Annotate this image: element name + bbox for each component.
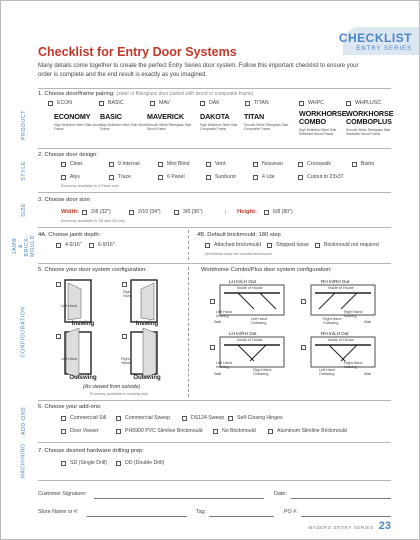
section-label-size: SIZE — [20, 202, 27, 217]
option-label: 2/8 (32") — [91, 209, 111, 215]
option-label: PH5900 PVC Slimline Brickmould — [125, 428, 203, 434]
diagram-right-label: Left Hand Outswing — [319, 368, 335, 376]
divider — [188, 230, 189, 260]
model-desc: High Definition Steel Slab Rabbeted Wood Frame — [299, 128, 337, 137]
date-field[interactable] — [291, 498, 391, 499]
option-label: 6 Panel — [167, 174, 185, 180]
question-5: 5. Choose your door system configuration: — [38, 267, 147, 273]
checkbox-whpc[interactable] — [299, 101, 304, 106]
option-label: 4-9/16" — [65, 242, 82, 248]
option-label: DAK — [209, 100, 220, 106]
diagram-right-label: Left Hand Outswing — [251, 317, 267, 325]
jamb-note: Workhorse does not include brickmould — [205, 252, 272, 256]
option-label: Nouveau — [262, 161, 283, 167]
page-title: Checklist for Entry Door Systems — [38, 45, 237, 59]
checkbox-double-drill[interactable] — [116, 461, 121, 466]
model-desc: High Definition Steel Slab Wood Frame — [100, 123, 147, 132]
option-label: Alys — [70, 174, 80, 180]
option-label: Brickmould not required — [324, 242, 379, 248]
checkbox-clear[interactable] — [61, 162, 66, 167]
option-label: Aluminum Slimline Brickmould — [277, 428, 347, 434]
checkbox-shipped-loose[interactable] — [267, 243, 272, 248]
option-label: Vent — [215, 161, 226, 167]
door-inswing-left-diagram — [65, 280, 105, 324]
question-2: 2. Choose door design: — [38, 152, 98, 158]
checkbox-titan[interactable] — [245, 101, 250, 106]
tag-field[interactable] — [209, 516, 274, 517]
checkbox-vent[interactable] — [206, 162, 211, 167]
option-label: TITAN — [254, 100, 269, 106]
store-label: Store Name or #: — [38, 509, 79, 515]
outswing-caption: Outswing — [133, 375, 161, 381]
checkbox-dak[interactable] — [200, 101, 205, 106]
question-1: 1. Choose door/frame pairing: (steel or fiberglass door paired with wood or composite frame) — [38, 91, 254, 97]
checkbox-nouveau[interactable] — [253, 162, 258, 167]
checkbox-ds124-sweep[interactable] — [182, 416, 187, 421]
viewed-note: (As viewed from outside) — [83, 384, 141, 390]
checkbox-alys[interactable] — [61, 175, 66, 180]
checkbox-self-closing-hinges[interactable] — [228, 416, 233, 421]
store-field[interactable] — [87, 516, 187, 517]
height-label: Height: — [237, 209, 257, 215]
left-hand-label: Left Hand — [61, 357, 77, 361]
option-label: Shipped loose — [276, 242, 309, 248]
option-label: BASIC — [108, 100, 124, 106]
checkbox-4-lite[interactable] — [253, 175, 258, 180]
option-label: ECON — [57, 100, 72, 106]
option-label: WHPLUSC — [355, 100, 381, 106]
option-label: 9 Internal — [118, 161, 140, 167]
checkbox-basic[interactable] — [99, 101, 104, 106]
model-name: DAKOTA — [200, 112, 230, 121]
diagram-left-label: Left Hand Inswing — [216, 310, 232, 318]
divider — [38, 442, 391, 443]
footer — [309, 520, 392, 532]
divider — [38, 88, 391, 89]
checkbox-sunburst[interactable] — [206, 175, 211, 180]
diagram-title: LH In/RH Out — [229, 331, 257, 336]
checkbox-inswing-left[interactable] — [56, 282, 61, 287]
checkbox-height-6-8[interactable] — [264, 210, 269, 215]
option-label: Commercial Sweep — [125, 415, 170, 421]
divider — [38, 227, 391, 228]
po-field[interactable] — [301, 516, 391, 517]
section-label-machining: MACHINING — [21, 443, 28, 479]
section-label-configuration: CONFIGURATION — [21, 305, 28, 358]
outswing-caption: Outswing — [69, 375, 97, 381]
option-label: DS124 Sweep — [191, 415, 225, 421]
checkbox-attached-brickmould[interactable] — [205, 243, 210, 248]
checkbox-width-2-8[interactable] — [82, 210, 87, 215]
diagram-left-label: Right Hand Inswing — [344, 310, 363, 318]
economy-note: Economy available in Inswing only — [90, 392, 148, 396]
width-label: Width: — [61, 209, 79, 215]
po-label: PO #: — [284, 509, 298, 515]
checkbox-single-drill[interactable] — [61, 461, 66, 466]
checkbox-outswing-right[interactable] — [122, 334, 127, 339]
option-label: Mini Blind — [167, 161, 190, 167]
checkbox-width-3-0[interactable] — [174, 210, 179, 215]
option-label: WHPC — [308, 100, 324, 106]
checkbox-brickmould-not-required[interactable] — [315, 243, 320, 248]
section-label-product: PRODUCT — [21, 109, 27, 141]
wall-label: Wall — [364, 320, 372, 324]
option-label: 6-9/16" — [98, 242, 115, 248]
checkbox-rh-in-rh-out[interactable] — [301, 299, 306, 304]
option-label: Bistro — [361, 161, 375, 167]
option-label: 2/10 (34") — [138, 209, 161, 215]
checkbox-inswing-right[interactable] — [122, 282, 127, 287]
customer-signature-label: Customer Signature: — [38, 491, 87, 497]
checkbox-rh-in-lh-out[interactable] — [301, 345, 306, 350]
divider — [188, 267, 189, 397]
divider — [38, 148, 391, 149]
checkbox-whplusc[interactable] — [346, 101, 351, 106]
divider — [38, 192, 391, 193]
option-label: Clear — [70, 161, 83, 167]
question-4a: 4A. Choose jamb depth: — [38, 232, 101, 238]
option-label: Attached brickmould — [214, 242, 261, 248]
diagram-right-label: Right Hand Outswing — [323, 317, 342, 325]
checkbox-ph5900-brickmould[interactable] — [116, 429, 121, 434]
wall-label: Wall — [364, 372, 372, 376]
wall-label: Wall — [214, 372, 222, 376]
option-label: Door Viewer — [70, 428, 99, 434]
right-hand-label: Right Hand — [123, 290, 132, 298]
checkbox-trace[interactable] — [109, 175, 114, 180]
customer-signature-field[interactable] — [94, 498, 264, 499]
question-6: 6. Choose your add-ons: — [38, 404, 102, 410]
separator: | — [225, 209, 227, 215]
checkbox-aluminum-brickmould[interactable] — [268, 429, 273, 434]
checkbox-econ[interactable] — [48, 101, 53, 106]
option-label: Crosswalk — [307, 161, 331, 167]
door-inswing-right-diagram — [131, 280, 171, 324]
model-desc: High Definition Steel Slab Wood Frame — [54, 123, 101, 132]
model-desc: Smooth White Fiberglass Slab Rabbeted Wood Frame — [346, 128, 391, 137]
checkbox-depth-6-9-16[interactable] — [89, 243, 94, 248]
model-desc: Smooth White Fiberglass Slab Composite Frame — [244, 123, 289, 132]
workhorse-config-title: Workhorse Combo/Plus door system configuration: — [201, 267, 332, 273]
divider — [38, 263, 391, 264]
tag-label: Tag: — [196, 509, 207, 515]
divider — [38, 480, 391, 481]
diagram-title: RH In/LH Out — [321, 331, 349, 336]
checkbox-width-2-10[interactable] — [129, 210, 134, 215]
option-label: No Brickmould — [222, 428, 256, 434]
option-label: Self-Closing Hinges — [237, 415, 283, 421]
left-hand-label: Left Hand — [61, 304, 77, 308]
question-7: 7. Choose desired hardware drilling prep: — [38, 448, 145, 454]
corner-subtitle: ENTRY SERIES — [356, 46, 412, 52]
inswing-caption: Inswing — [71, 321, 95, 327]
option-label: 3/0 (36") — [183, 209, 203, 215]
question-4b: 4B. Default brickmould: 180 step — [197, 232, 281, 238]
diagram-title: LH In/LH Out — [229, 279, 256, 284]
section-label-addons: ADD-ONS — [21, 406, 28, 436]
checkbox-outswing-left[interactable] — [56, 334, 61, 339]
checkbox-cutout[interactable] — [298, 175, 303, 180]
right-hand-label: Right Hand — [121, 357, 130, 365]
option-label: 4 Lite — [262, 174, 275, 180]
diagram-left-label: Right Hand Inswing — [344, 361, 363, 369]
option-label: Trace — [118, 174, 132, 180]
checkbox-lh-in-lh-out[interactable] — [210, 299, 215, 304]
checkbox-lh-in-rh-out[interactable] — [210, 345, 215, 350]
checkbox-commercial-sweep[interactable] — [116, 416, 121, 421]
checkbox-depth-4-9-16[interactable] — [56, 243, 61, 248]
checkbox-mini-blind[interactable] — [158, 162, 163, 167]
door-outswing-left-diagram — [65, 332, 105, 376]
corner-title: CHECKLIST — [338, 31, 412, 45]
checkbox-door-viewer[interactable] — [61, 429, 66, 434]
checkbox-no-brickmould[interactable] — [213, 429, 218, 434]
page-number: 23 — [378, 520, 391, 532]
checkbox-6-panel[interactable] — [158, 175, 163, 180]
inside-label: Inside of House — [237, 286, 263, 290]
option-label: Sunburst — [215, 174, 236, 180]
date-label: Date: — [274, 491, 287, 497]
section-label-jamb: JAMB & BRICK-MOULD — [12, 234, 36, 257]
option-label: DD (Double Drill) — [125, 460, 165, 466]
model-desc: High Definition Steel Slab Composite Frame — [200, 123, 238, 132]
size-note: Economy available in 2/8 and 3/0 only — [61, 219, 125, 223]
model-name: WORKHORSE COMBO — [299, 109, 347, 126]
option-label: SD (Single Drill) — [70, 460, 107, 466]
model-name: ECONOMY — [54, 112, 91, 121]
section-label-style: STYLE — [20, 160, 27, 181]
diagram-right-label: Right Hand Outswing — [253, 368, 272, 376]
model-desc: Smooth White Fiberglass Slab Wood Frame — [147, 123, 192, 132]
model-name: WORKHORSE COMBOPLUS — [346, 109, 394, 126]
option-label: 6/8 (80") — [273, 209, 293, 215]
checkbox-crosswalk[interactable] — [298, 162, 303, 167]
diagram-left-label: Left Hand Inswing — [216, 361, 232, 369]
wall-label: Wall — [214, 320, 222, 324]
inside-label: Inside of House — [328, 286, 354, 290]
option-label: Commercial Sill — [70, 415, 107, 421]
model-name: TITAN — [244, 112, 265, 121]
footer-text: MADERO ENTRY SERIES — [308, 525, 374, 530]
divider — [38, 400, 391, 401]
option-label: Cutout to 23x37 — [307, 174, 344, 180]
inside-label: Inside of House — [328, 338, 354, 342]
door-outswing-right-diagram — [131, 332, 171, 376]
inswing-caption: Inswing — [135, 321, 159, 327]
option-label: MAV — [159, 100, 170, 106]
model-name: MAVERICK — [147, 112, 185, 121]
style-note: Economy available in 6 Panel only — [61, 184, 119, 188]
intro-text: Many details come together to create the perfect Entry Series door system. Follow this important checklist to ensure your order is complete and the end result is exactly as you imagined. — [38, 63, 359, 78]
diagram-title: RH In/RH Out — [321, 279, 350, 284]
inside-label: Inside of House — [237, 338, 263, 342]
checkbox-mav[interactable] — [150, 101, 155, 106]
question-3: 3. Choose door size: — [38, 197, 92, 203]
model-name: BASIC — [100, 112, 122, 121]
checkbox-commercial-sill[interactable] — [61, 416, 66, 421]
checkbox-bistro[interactable] — [352, 162, 357, 167]
checkbox-9-internal[interactable] — [109, 162, 114, 167]
